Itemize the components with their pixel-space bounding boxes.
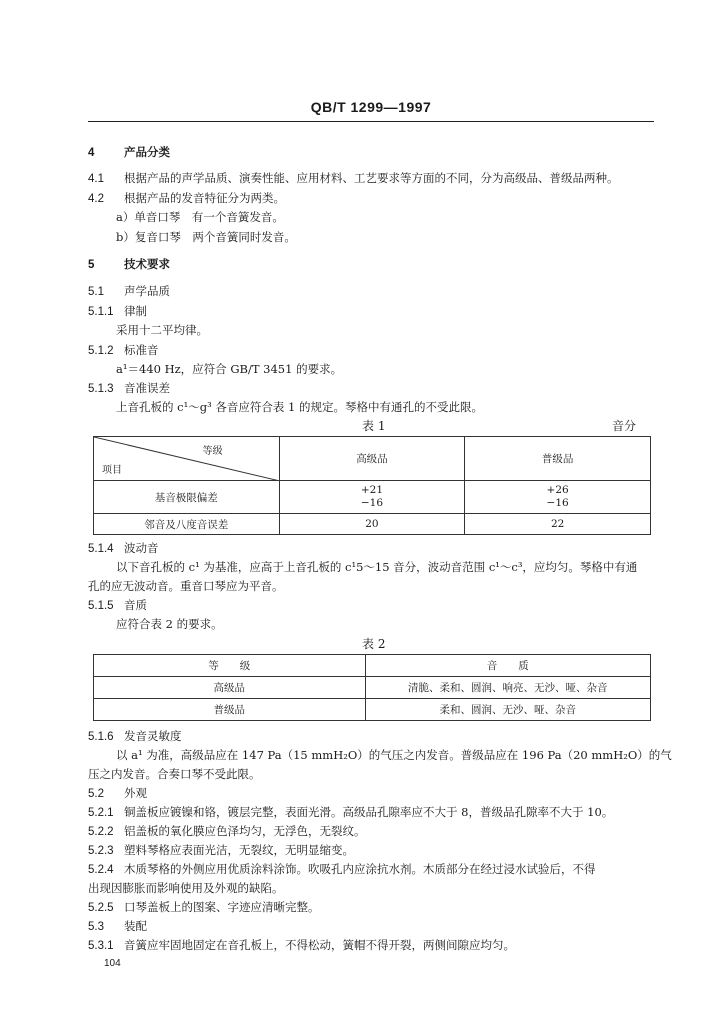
clause-5-1-2: 5.1.2 标准音: [88, 343, 159, 357]
table-2-cell: 高级品: [94, 677, 366, 699]
table-row: [94, 514, 651, 535]
clause-5-1-4-body-1: 以下音孔板的 c¹ 为基准，应高于上音孔板的 c¹5～15 音分，波动音范围 c¹～c³，应均匀。琴格中有通: [116, 560, 638, 574]
table-row: [94, 677, 651, 699]
table-1-caption: 表 1: [362, 419, 386, 433]
table-2-cell: 清脆、柔和、圆润、响亮、无沙、哑、杂音: [365, 677, 650, 699]
table-1-diagonal-header: [94, 437, 280, 481]
clause-5-1: 5.1 声学品质: [88, 284, 170, 298]
clause-4-1: 4.1 根据产品的声学品质、演奏性能、应用材料、工艺要求等方面的不同，分为高级品、普级品两种。: [88, 171, 619, 185]
clause-5-1-5-body: 应符合表 2 的要求。: [116, 617, 223, 631]
clause-5-1-4-body-2: 孔的应无波动音。重音口琴应为平音。: [88, 579, 284, 593]
table-1: [93, 436, 651, 535]
clause-5-2-2: 5.2.2 铝盖板的氧化膜应色泽均匀，无浮色，无裂纹。: [88, 824, 366, 838]
table-1-cell: +21 −16: [279, 481, 465, 514]
clause-5-1-6-body-1: 以 a¹ 为准，高级品应在 147 Pa（15 mmH₂O）的气压之内发音。普级品应在 196 Pa（20 mmH₂O）的气: [116, 748, 672, 762]
clause-5-1-3-body: 上音孔板的 c¹～g³ 各音应符合表 1 的规定。琴格中有通孔的不受此限。: [116, 400, 483, 414]
table-1-row-label: 基音极限偏差: [94, 481, 280, 514]
clause-5-1-6: 5.1.6 发音灵敏度: [88, 729, 182, 743]
clause-5-2-5: 5.2.5 口琴盖板上的图案、字迹应清晰完整。: [88, 900, 320, 914]
clause-4-2: 4.2 根据产品的发音特征分为两类。: [88, 191, 285, 205]
header-rule: [88, 121, 654, 122]
table-1-row-label: 邻音及八度音误差: [94, 514, 280, 535]
table-2-caption: 表 2: [362, 637, 386, 651]
clause-5-1-4: 5.1.4 波动音: [88, 541, 159, 555]
clause-5-3: 5.3 装配: [88, 919, 147, 933]
clause-5-2-4-cont: 出现因膨胀而影响使用及外观的缺陷。: [88, 881, 284, 895]
table-1-col-normal: 普级品: [465, 437, 651, 481]
table-1-cell: 22: [465, 514, 651, 535]
table-2-cell: 柔和、圆润、无沙、哑、杂音: [365, 699, 650, 721]
table-row: [94, 699, 651, 721]
table-2-col-grade: 等 级: [94, 655, 366, 677]
clause-5-2-4: 5.2.4 木质琴格的外侧应用优质涂料涂饰。吹吸孔内应涂抗水剂。木质部分在经过浸水试验后，不得: [88, 862, 596, 876]
clause-5-1-3: 5.1.3 音准误差: [88, 381, 170, 395]
clause-5-3-1: 5.3.1 音簧应牢固地固定在音孔板上，不得松动，簧帽不得开裂，两侧间隙应均匀。: [88, 938, 515, 952]
clause-5-1-1: 5.1.1 律制: [88, 304, 147, 318]
table-2: [93, 654, 651, 721]
clause-4-2-b: b）复音口琴 两个音簧同时发音。: [116, 230, 296, 244]
table-1-cell: 20: [279, 514, 465, 535]
section-5-title: 5 技术要求: [88, 257, 170, 271]
table-2-col-quality: 音 质: [365, 655, 650, 677]
clause-4-2-a: a）单音口琴 有一个音簧发音。: [116, 210, 284, 224]
page-number: 104: [104, 958, 121, 969]
table-row: [94, 481, 651, 514]
clause-5-1-1-body: 采用十二平均律。: [116, 323, 208, 337]
clause-5-1-2-body: a¹＝440 Hz，应符合 GB/T 3451 的要求。: [116, 362, 343, 376]
table-1-cell: +26 −16: [465, 481, 651, 514]
clause-5-2-3: 5.2.3 塑料琴格应表面光洁，无裂纹，无明显缩变。: [88, 843, 354, 857]
clause-5-2-1: 5.2.1 铜盖板应镀镍和铬，镀层完整，表面光滑。高级品孔隙率应不大于 8，普级品孔隙率不大于 10。: [88, 805, 614, 819]
clause-5-1-5: 5.1.5 音质: [88, 598, 147, 612]
table-1-unit: 音分: [612, 419, 637, 433]
table-2-cell: 普级品: [94, 699, 366, 721]
diag-grade-label: 等级: [202, 446, 223, 457]
clause-5-1-6-body-2: 压之内发音。合奏口琴不受此限。: [88, 767, 261, 781]
table-1-col-high: 高级品: [279, 437, 465, 481]
diag-item-label: 项目: [102, 465, 122, 476]
clause-5-2: 5.2 外观: [88, 786, 147, 800]
section-4-title: 4 产品分类: [88, 145, 170, 159]
standard-header: QB/T 1299—1997: [310, 99, 432, 115]
